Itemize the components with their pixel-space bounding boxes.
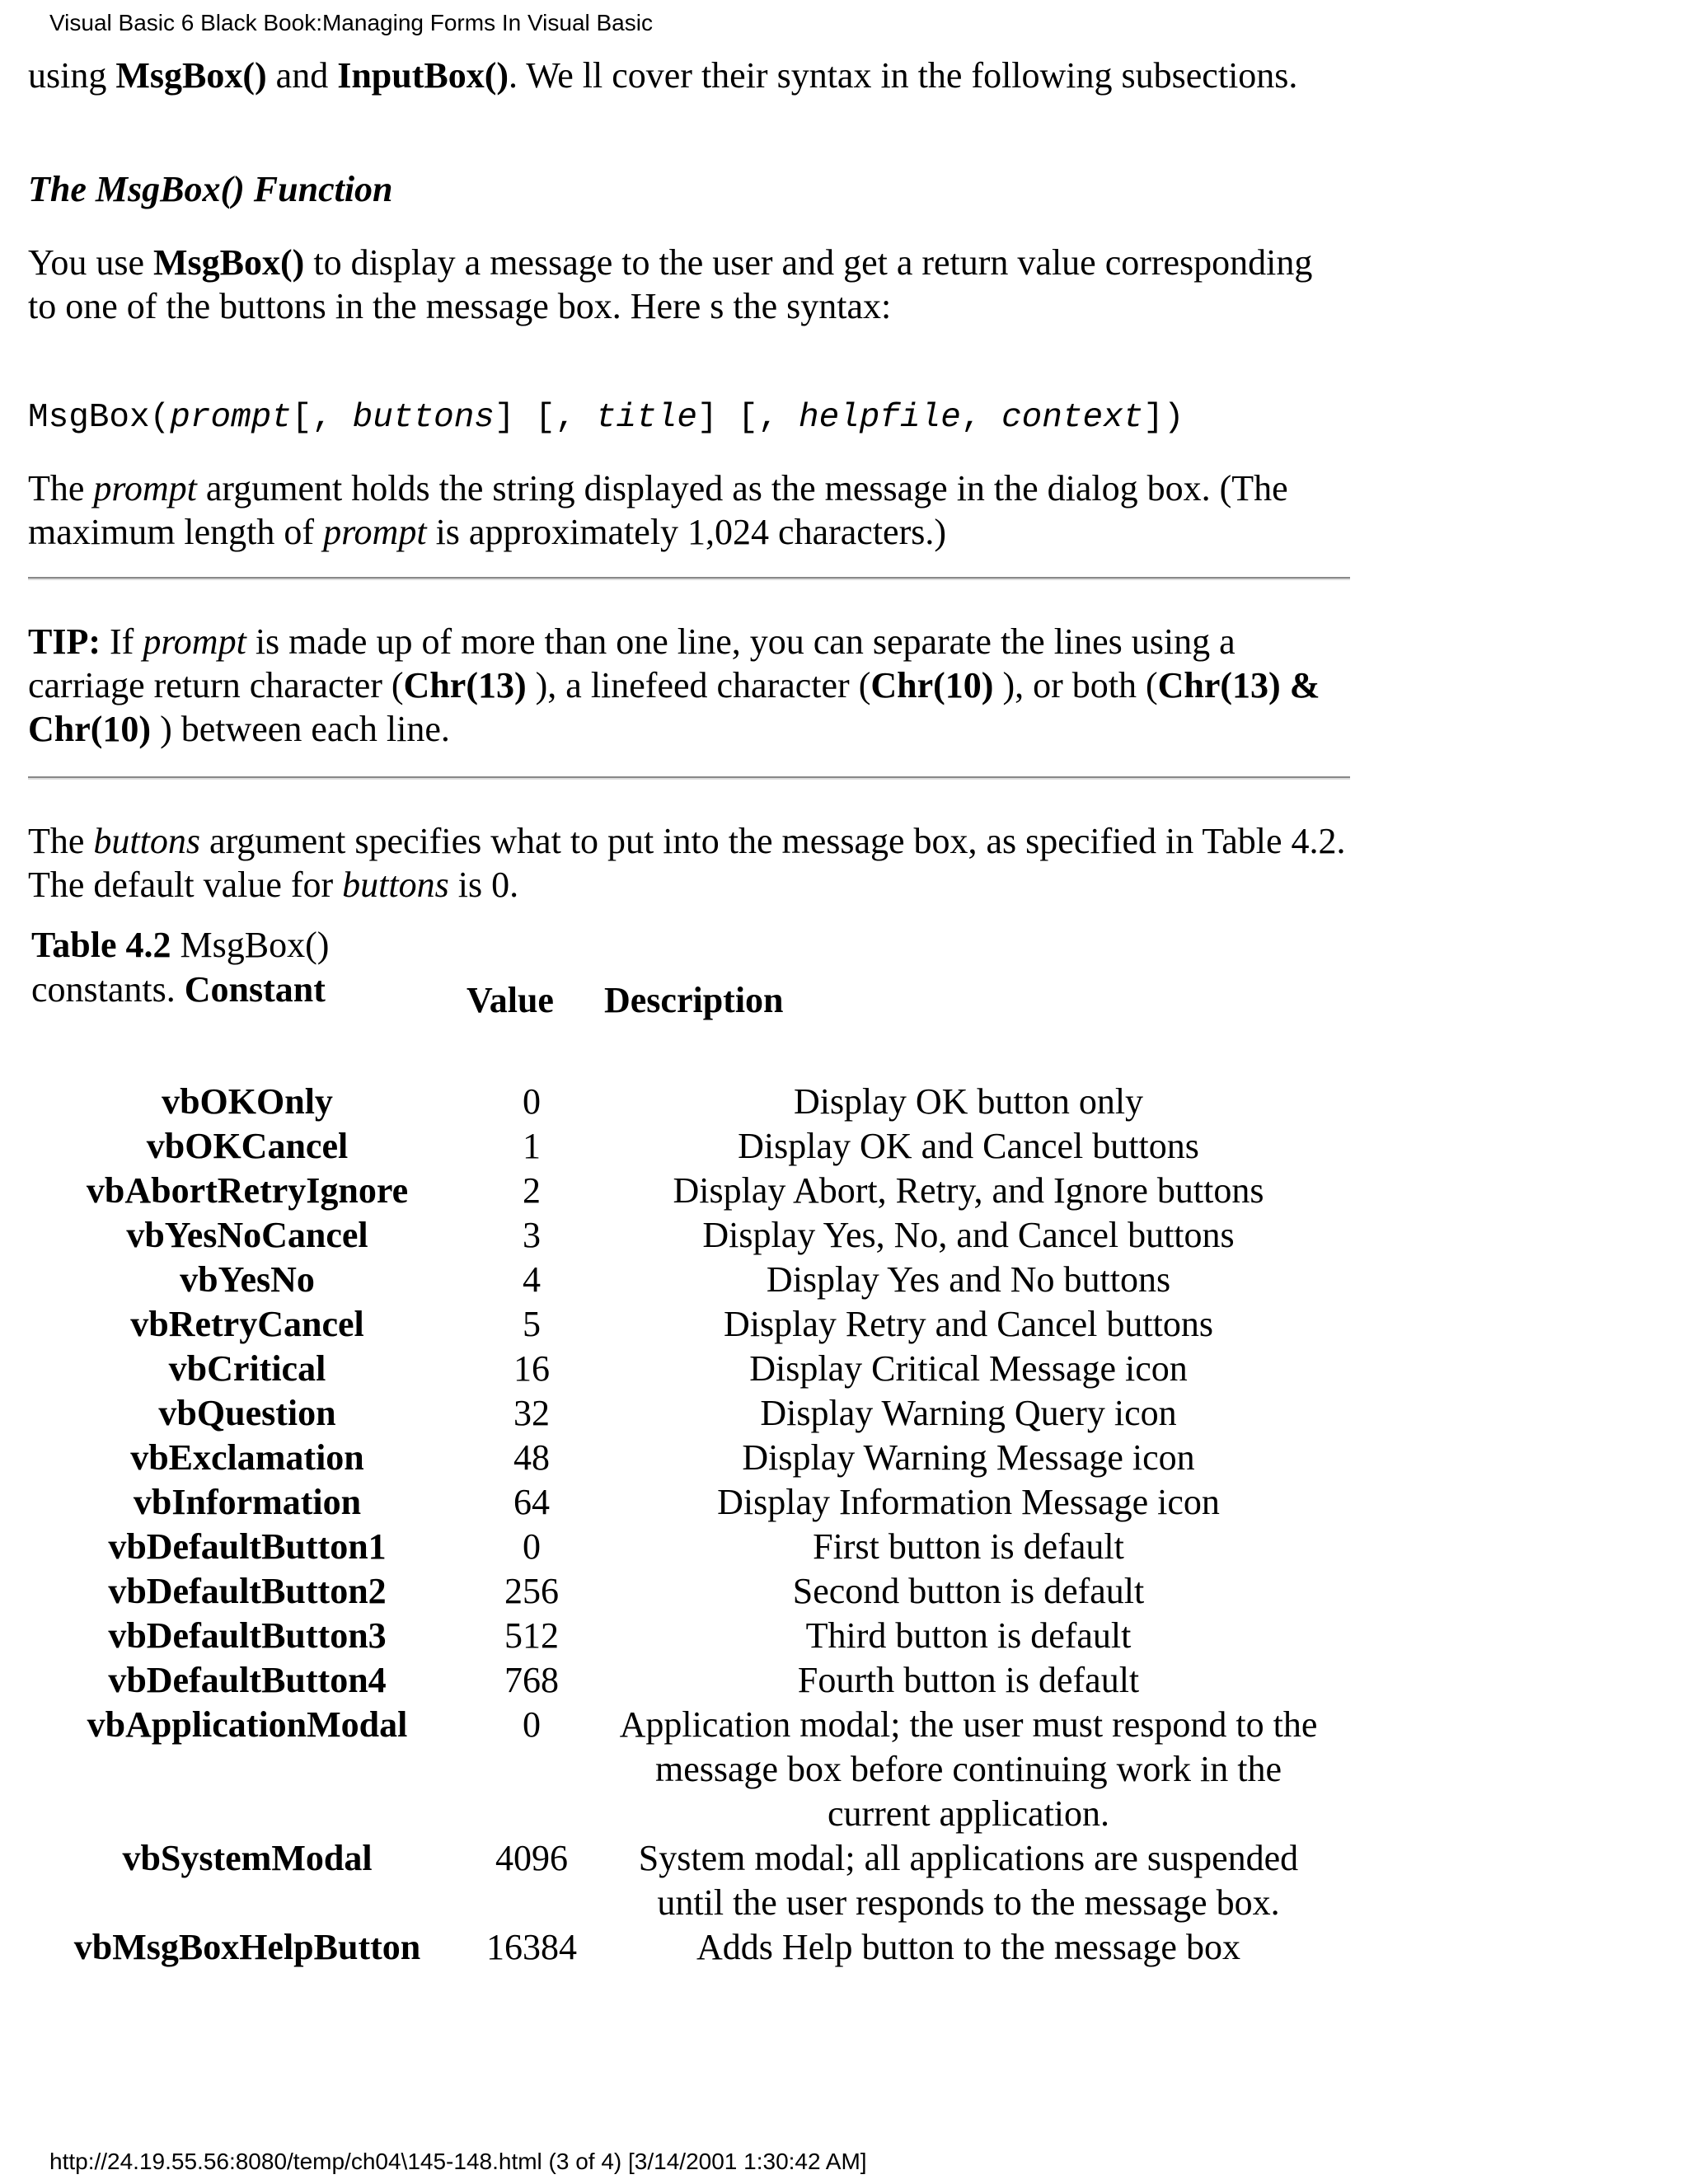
arg-term: prompt xyxy=(323,512,427,552)
table-row xyxy=(0,1658,1688,1703)
description-cell: Display Warning Query icon xyxy=(760,1393,1177,1433)
table-row xyxy=(0,1569,1688,1614)
text: ), a linefeed character ( xyxy=(526,665,871,705)
value-cell: 16 xyxy=(513,1348,550,1389)
text: If xyxy=(101,621,143,662)
value-cell: 768 xyxy=(504,1660,559,1700)
table-row xyxy=(0,1347,1688,1391)
constant-cell: vbYesNoCancel xyxy=(126,1215,368,1255)
value-cell: 4096 xyxy=(495,1838,568,1878)
code-term: MsgBox() xyxy=(153,242,305,283)
code-term: Chr(13) xyxy=(403,665,527,705)
text: ), or both ( xyxy=(993,665,1158,705)
code-term: Chr(10) xyxy=(870,665,994,705)
caption-text: MsgBox() constants. xyxy=(31,925,330,1010)
constants-table xyxy=(0,1080,1688,1970)
code-term: MsgBox() xyxy=(115,55,267,96)
arg-term: buttons xyxy=(93,821,200,861)
constant-cell: vbOKCancel xyxy=(146,1126,349,1166)
text: to display a message to the user and get a return value corresponding to one of the buttons in the message box. Here s the syntax: xyxy=(28,242,1313,326)
column-header-value: Value xyxy=(467,980,554,1020)
tip-paragraph xyxy=(28,620,1347,751)
table-row xyxy=(0,1080,1688,1124)
description-cell: Adds Help button to the message box xyxy=(696,1927,1240,1967)
table-number: Table 4.2 xyxy=(31,925,171,965)
constant-cell: vbCritical xyxy=(168,1348,326,1389)
text: The xyxy=(28,821,94,861)
description-cell: Second button is default xyxy=(792,1571,1145,1611)
description-cell: Display Warning Message icon xyxy=(742,1437,1195,1478)
table-caption xyxy=(31,923,377,1012)
constant-cell: vbMsgBoxHelpButton xyxy=(73,1927,421,1967)
table-row xyxy=(0,1302,1688,1347)
text: is approximately 1,024 characters.) xyxy=(426,512,946,552)
code-arg: context xyxy=(1001,399,1144,437)
constant-cell: vbOKOnly xyxy=(162,1081,333,1122)
code-text: , xyxy=(960,399,1002,437)
text: argument specifies what to put into the message box, as specified in Table 4.2. The default value for xyxy=(28,821,1346,905)
buttons-paragraph xyxy=(28,819,1347,907)
description-cell: Application modal; the user must respond to the message box before continuing work in the current application. xyxy=(619,1704,1318,1834)
code-arg: buttons xyxy=(352,399,495,437)
table-row xyxy=(0,1436,1688,1480)
description-cell: System modal; all applications are suspended until the user responds to the message box. xyxy=(638,1838,1299,1923)
value-cell: 0 xyxy=(523,1081,541,1122)
page-footer-url: http://24.19.55.56:8080/temp/ch04\145-148.html (3 of 4) [3/14/2001 1:30:42 AM] xyxy=(49,2149,867,2174)
constant-cell: vbDefaultButton4 xyxy=(108,1660,387,1700)
description-cell: Display Information Message icon xyxy=(717,1482,1220,1522)
value-cell: 48 xyxy=(513,1437,550,1478)
text: is made up of more than one line, you can separate the lines using a carriage return character ( xyxy=(28,621,1236,705)
description-cell: Display Abort, Retry, and Ignore buttons xyxy=(673,1170,1264,1211)
prompt-paragraph xyxy=(28,466,1347,554)
syntax-code xyxy=(28,397,1184,438)
column-header-description: Description xyxy=(604,980,784,1020)
description-cell: Fourth button is default xyxy=(797,1660,1140,1700)
table-row xyxy=(0,1836,1688,1925)
constant-cell: vbRetryCancel xyxy=(130,1304,364,1344)
value-cell: 512 xyxy=(504,1615,559,1656)
table-row xyxy=(0,1925,1688,1970)
constant-cell: vbDefaultButton2 xyxy=(108,1571,387,1611)
text: . We ll cover their syntax in the following subsections. xyxy=(509,55,1298,96)
table-row xyxy=(0,1391,1688,1436)
description-cell: Third button is default xyxy=(805,1615,1132,1656)
section-heading: The MsgBox() Function xyxy=(28,169,393,209)
code-text: ]) xyxy=(1143,399,1184,437)
description-cell: Display Yes and No buttons xyxy=(766,1259,1171,1300)
table-row xyxy=(0,1525,1688,1569)
constant-cell: vbInformation xyxy=(133,1482,362,1522)
code-text: ] [, xyxy=(696,399,799,437)
constant-cell: vbSystemModal xyxy=(122,1838,373,1878)
column-header-constant: Constant xyxy=(184,969,326,1010)
constant-cell: vbExclamation xyxy=(130,1437,364,1478)
description-cell: Display OK and Cancel buttons xyxy=(738,1126,1199,1166)
table-row xyxy=(0,1703,1688,1836)
description-cell: Display OK button only xyxy=(793,1081,1144,1122)
description-cell: Display Critical Message icon xyxy=(749,1348,1188,1389)
table-row xyxy=(0,1213,1688,1258)
text: argument holds the string displayed as the message in the dialog box. (The maximum length of xyxy=(28,468,1288,552)
value-cell: 1 xyxy=(523,1126,541,1166)
value-cell: 32 xyxy=(513,1393,550,1433)
value-cell: 256 xyxy=(504,1571,559,1611)
description-cell: Display Yes, No, and Cancel buttons xyxy=(702,1215,1235,1255)
constant-cell: vbQuestion xyxy=(158,1393,336,1433)
arg-term: prompt xyxy=(143,621,246,662)
code-term: Chr(13) & Chr(10) xyxy=(28,665,1320,749)
table-row xyxy=(0,1169,1688,1213)
code-arg: helpfile xyxy=(799,399,961,437)
msgbox-description-paragraph xyxy=(28,241,1347,328)
divider xyxy=(28,577,1350,580)
tip-label: TIP: xyxy=(28,621,101,662)
divider xyxy=(28,776,1350,780)
value-cell: 4 xyxy=(523,1259,541,1300)
intro-paragraph xyxy=(28,54,1347,97)
constant-cell: vbYesNo xyxy=(180,1259,315,1300)
value-cell: 2 xyxy=(523,1170,541,1211)
text: using xyxy=(28,55,116,96)
code-text: [, xyxy=(291,399,353,437)
constant-cell: vbDefaultButton3 xyxy=(108,1615,387,1656)
text: ) between each line. xyxy=(151,709,450,749)
arg-term: prompt xyxy=(93,468,197,509)
constant-cell: vbDefaultButton1 xyxy=(108,1526,387,1567)
code-text: ] [, xyxy=(494,399,596,437)
table-row xyxy=(0,1614,1688,1658)
code-text: MsgBox( xyxy=(28,399,171,437)
value-cell: 16384 xyxy=(486,1927,577,1967)
value-cell: 5 xyxy=(523,1304,541,1344)
text: You use xyxy=(28,242,154,283)
text: and xyxy=(266,55,338,96)
description-cell: First button is default xyxy=(813,1526,1124,1567)
code-term: InputBox() xyxy=(337,55,509,96)
constant-cell: vbApplicationModal xyxy=(87,1704,408,1745)
code-arg: title xyxy=(595,399,697,437)
page-header: Visual Basic 6 Black Book:Managing Forms In Visual Basic xyxy=(49,10,653,35)
table-row xyxy=(0,1258,1688,1302)
value-cell: 0 xyxy=(523,1526,541,1567)
value-cell: 3 xyxy=(523,1215,541,1255)
arg-term: buttons xyxy=(342,865,449,905)
text: is 0. xyxy=(448,865,519,905)
constant-cell: vbAbortRetryIgnore xyxy=(86,1170,409,1211)
description-cell: Display Retry and Cancel buttons xyxy=(724,1304,1213,1344)
table-row xyxy=(0,1480,1688,1525)
code-arg: prompt xyxy=(170,399,292,437)
value-cell: 64 xyxy=(513,1482,550,1522)
table-row xyxy=(0,1124,1688,1169)
value-cell: 0 xyxy=(523,1704,541,1745)
text: The xyxy=(28,468,94,509)
